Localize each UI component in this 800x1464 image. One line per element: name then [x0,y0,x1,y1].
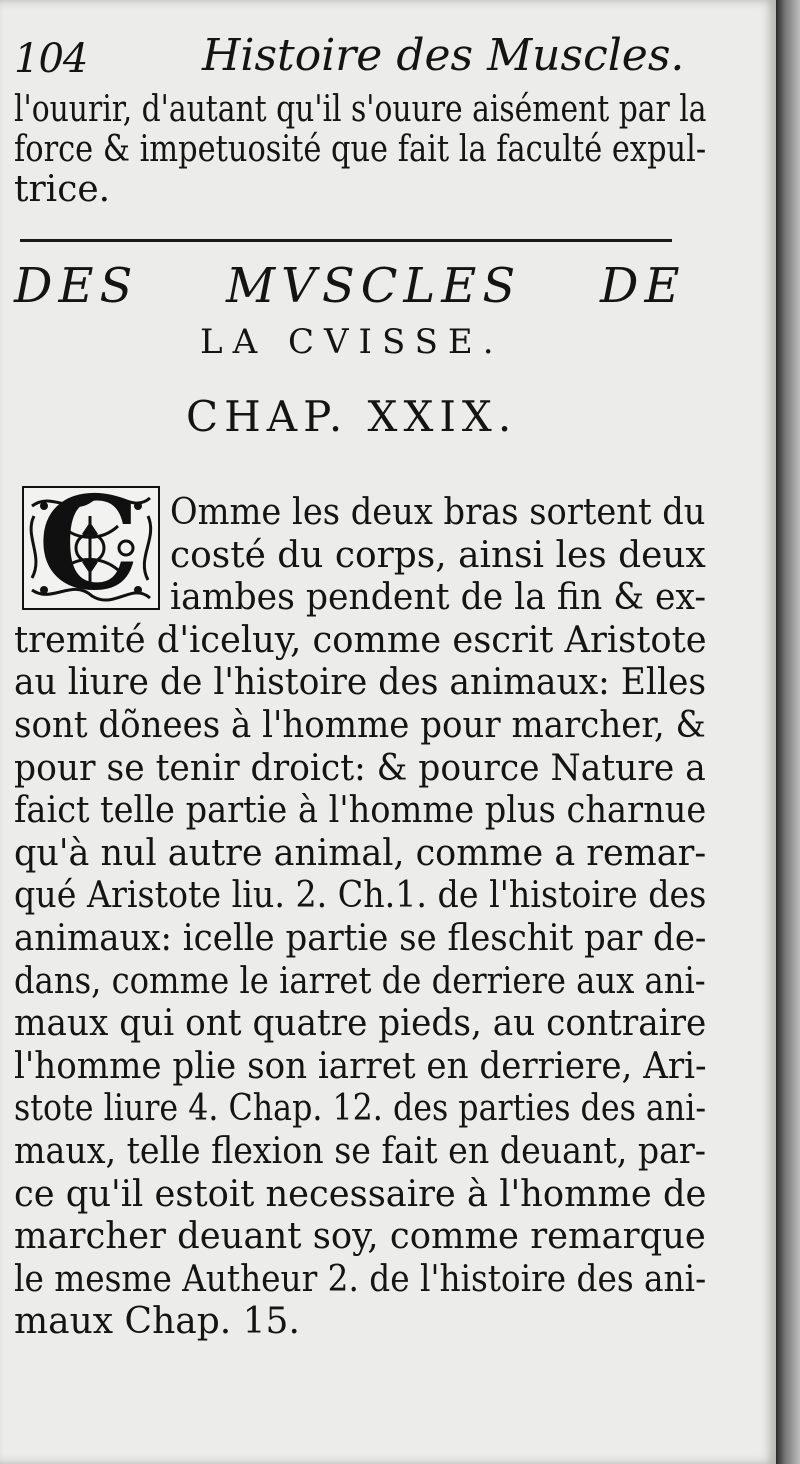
carryover-paragraph [14,90,800,210]
text-line: qu'à nul autre animal, comme a remar- [14,832,707,874]
section-title-word: DE [600,258,686,314]
text-line: au liure de l'histoire des animaux: Elles [14,662,707,704]
text-line: dans, comme le iarret de derriere aux ani- [14,960,706,1002]
page-number: 104 [14,36,88,82]
text-line: sont dõnees à l'homme pour marcher, & [14,704,706,746]
text-line: costé du corps, ainsi les deux [170,534,706,576]
section-title-word: MVSCLES [226,258,522,314]
text-line: animaux: icelle partie se fleschit par de- [14,917,707,959]
text-line: tremité d'iceluy, comme escrit Aristote [14,619,707,661]
section-title [14,258,690,318]
page-edge-shadow [776,0,800,1464]
page-header [14,30,694,86]
chapter-heading: CHAP. XXIX. [186,392,518,441]
text-line: maux qui ont quatre pieds, au contraire [14,1003,707,1045]
text-line: qué Aristote liu. 2. Ch.1. de l'histoire des [14,875,707,917]
text-line: maux Chap. 15. [14,1301,300,1343]
section-title-word: DES [14,258,139,314]
initial-letter: C [38,469,140,619]
text-line: stote liure 4. Chap. 12. des parties des ani- [14,1088,707,1130]
text-line: marcher deuant soy, comme remarque [14,1216,706,1258]
text-line: maux, telle flexion se fait en deuant, par- [14,1130,707,1172]
text-line: pour se tenir droict: & pource Nature a [14,747,706,789]
text-line: le mesme Autheur 2. de l'histoire des ani- [14,1258,707,1300]
text-line: ce qu'il estoit necessaire à l'homme de [14,1173,707,1215]
text-line: l'homme plie son iarret en derriere, Ari- [14,1045,707,1087]
text-line: faict telle partie à l'homme plus charnue [14,790,707,832]
text-line: iambes pendent de la fin & ex- [170,577,707,619]
chapter-body [14,492,800,1344]
text-line: Omme les deux bras sortent du [170,492,706,533]
section-subtitle: LA CVISSE. [200,322,504,362]
running-title: Histoire des Muscles. [202,30,685,81]
text-line: force & impetuosité que fait la faculté expul- [14,129,707,170]
text-line: trice. [14,169,111,210]
text-line: l'ouurir, d'autant qu'il s'ouure aisément par la [14,89,707,130]
section-rule [20,239,672,242]
